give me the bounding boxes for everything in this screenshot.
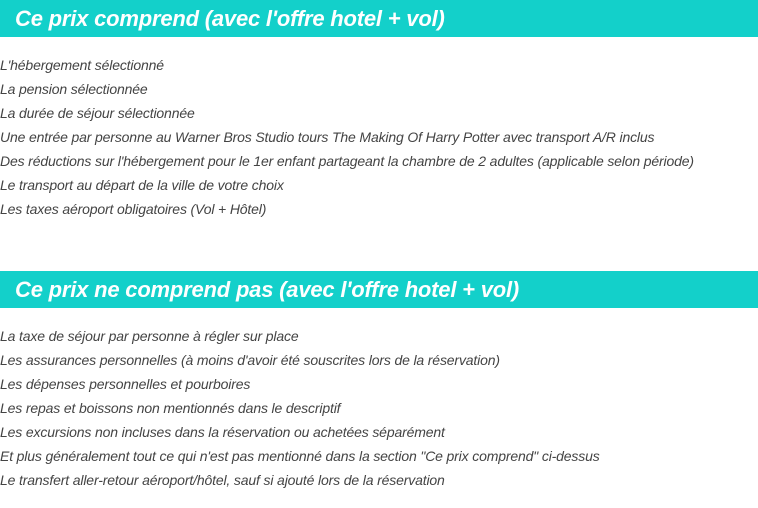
list-item: La pension sélectionnée <box>0 81 148 97</box>
price-includes-list <box>0 37 758 221</box>
price-excludes-section <box>0 271 758 492</box>
list-item: Les excursions non incluses dans la réservation ou achetées séparément <box>0 424 445 440</box>
list-item: Le transfert aller-retour aéroport/hôtel, sauf si ajouté lors de la réservation <box>0 472 445 488</box>
list-item: Les assurances personnelles (à moins d'avoir été souscrites lors de la réservation) <box>0 352 500 368</box>
list-item: La durée de séjour sélectionnée <box>0 105 195 121</box>
list-item: Une entrée par personne au Warner Bros Studio tours The Making Of Harry Potter avec transport A/R inclus <box>0 129 655 145</box>
list-item: Le transport au départ de la ville de votre choix <box>0 177 284 193</box>
list-item: Des réductions sur l'hébergement pour le 1er enfant partageant la chambre de 2 adultes (applicable selon période) <box>0 153 694 169</box>
list-item: L'hébergement sélectionné <box>0 57 164 73</box>
list-item: La taxe de séjour par personne à régler sur place <box>0 328 299 344</box>
list-item: Les repas et boissons non mentionnés dans le descriptif <box>0 400 341 416</box>
price-excludes-banner <box>0 271 758 308</box>
price-includes-title: Ce prix comprend (avec l'offre hotel + vol) <box>15 5 445 31</box>
list-item: Et plus généralement tout ce qui n'est pas mentionné dans la section "Ce prix comprend" ci-dessus <box>0 448 600 464</box>
price-includes-section <box>0 0 758 221</box>
price-includes-banner <box>0 0 758 37</box>
list-item: Les dépenses personnelles et pourboires <box>0 376 251 392</box>
price-excludes-list <box>0 308 758 492</box>
price-excludes-title: Ce prix ne comprend pas (avec l'offre hotel + vol) <box>15 276 520 302</box>
list-item: Les taxes aéroport obligatoires (Vol + Hôtel) <box>0 201 267 217</box>
